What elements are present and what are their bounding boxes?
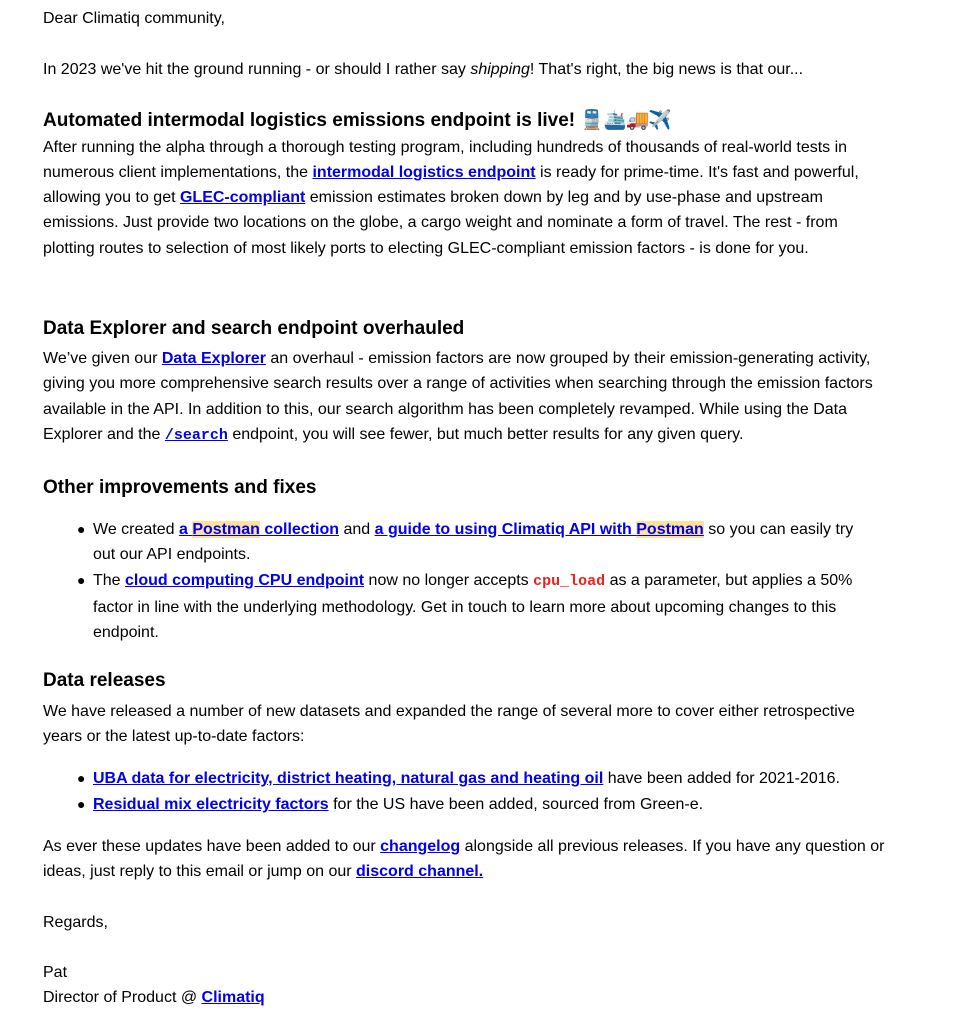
- link-text: collection: [259, 521, 340, 538]
- text: endpoint, you will see fewer, but much better results for any given query.: [227, 426, 744, 443]
- glec-compliant-link[interactable]: GLEC-compliant: [179, 189, 306, 206]
- text: Explorer and the: [43, 426, 165, 443]
- intro-text: In 2023 we've hit the ground running - or should I rather say: [43, 61, 471, 78]
- bullet2-line1: [93, 568, 852, 594]
- text: is ready for prime-time. It's fast and powerful,: [535, 164, 859, 181]
- text: As ever these updates have been added to our: [43, 838, 381, 855]
- intermodal-logistics-endpoint-link[interactable]: intermodal logistics endpoint: [312, 164, 536, 181]
- bullet2-line2: factor in line with the underlying methodology. Get in touch to learn more about upcoming changes to this: [93, 599, 837, 616]
- residual-mix-link[interactable]: Residual mix electricity factors: [93, 796, 329, 813]
- intro-emphasis: shipping: [470, 61, 530, 78]
- text: as a parameter, but applies a 50%: [605, 572, 853, 589]
- uba-data-link[interactable]: UBA data for electricity, district heating, natural gas and heating oil: [93, 770, 604, 787]
- text: numerous client implementations, the: [43, 164, 313, 181]
- climatiq-link[interactable]: Climatiq: [201, 989, 265, 1006]
- text: alongside all previous releases. If you have any question or: [460, 838, 885, 855]
- text: The: [93, 572, 126, 589]
- text: Director of Product @: [43, 989, 202, 1006]
- intro-text-end: ! That's right, the big news is that our...: [529, 61, 804, 78]
- postman-collection-link[interactable]: [179, 521, 339, 538]
- section2-line4: [43, 422, 743, 448]
- signature-title: [43, 985, 265, 1010]
- section1-line4: emissions. Just provide two locations on the globe, a cargo weight and nominate a form of travel. The rest - from: [43, 214, 838, 231]
- signature-name: Pat: [43, 964, 68, 981]
- bullet1-line2: out our API endpoints.: [93, 546, 251, 563]
- bullet2-line3: endpoint.: [93, 624, 159, 641]
- bullet-icon: ●: [77, 572, 86, 588]
- postman-guide-link[interactable]: [375, 521, 704, 538]
- data-explorer-link[interactable]: Data Explorer: [161, 350, 266, 367]
- closing-line2: [43, 859, 483, 884]
- text: so you can easily try: [703, 521, 854, 538]
- closing-line1: [43, 834, 884, 859]
- section4-line1: We have released a number of new datasets and expanded the range of several more to cover either retrospective: [43, 703, 855, 720]
- link-text: a: [178, 521, 193, 538]
- discord-channel-link[interactable]: discord channel.: [356, 863, 484, 880]
- bullet-icon: ●: [77, 796, 86, 812]
- text: now no longer accepts: [364, 572, 534, 589]
- section2-line3: available in the API. In addition to this, our search algorithm has been completely revamped. While using the Data: [43, 401, 848, 418]
- section1-line2: [43, 160, 859, 185]
- cloud-computing-cpu-endpoint-link[interactable]: cloud computing CPU endpoint: [125, 572, 365, 589]
- bullet1-line1: [93, 517, 853, 542]
- section1-line1: After running the alpha through a thorough testing program, including hundreds of thousands of real-world tests in: [43, 139, 848, 156]
- heading-data-releases: Data releases: [43, 670, 166, 691]
- section2-line2: giving you more comprehensive search results over a range of activities when searching through the emission factors: [43, 375, 873, 392]
- heading-other-improvements: Other improvements and fixes: [43, 477, 317, 498]
- text: and: [339, 521, 375, 538]
- section4-line2: years or the latest up-to-date factors:: [43, 728, 305, 745]
- heading-data-explorer: Data Explorer and search endpoint overhauled: [43, 318, 465, 339]
- bullet-icon: ●: [77, 521, 86, 537]
- cpu-load-code: cpu_load: [533, 573, 606, 590]
- text: have been added for 2021-2016.: [603, 770, 840, 787]
- heading-intermodal-text: Automated intermodal logistics emissions endpoint is live!: [43, 110, 576, 131]
- text: allowing you to get: [43, 189, 180, 206]
- bullet-icon: ●: [77, 770, 86, 786]
- text: for the US have been added, sourced from Green-e.: [328, 796, 704, 813]
- text: ideas, just reply to this email or jump on our: [43, 863, 357, 880]
- section1-line3: [43, 185, 823, 210]
- link-text: a guide to using Climatiq API with: [374, 521, 637, 538]
- data-release-2: [93, 792, 703, 817]
- highlight: Postman: [192, 521, 260, 538]
- text: emission estimates broken down by leg and by use-phase and upstream: [305, 189, 823, 206]
- regards: Regards,: [43, 914, 108, 931]
- data-release-1: [93, 766, 840, 791]
- section2-line1: [43, 346, 870, 371]
- greeting: Dear Climatiq community,: [43, 10, 225, 27]
- section1-line5: plotting routes to selection of most likely ports to electing GLEC-compliant emission factors - is done for you.: [43, 240, 809, 257]
- heading-intermodal: [43, 108, 671, 133]
- transport-emoji-icons: 🚆🛳️🚚✈️: [580, 110, 672, 131]
- search-endpoint-link[interactable]: /search: [164, 427, 228, 444]
- highlight: Postman: [636, 521, 704, 538]
- intro-paragraph: [43, 57, 803, 82]
- text: We created: [93, 521, 179, 538]
- changelog-link[interactable]: changelog: [380, 838, 461, 855]
- text: an overhaul - emission factors are now grouped by their emission-generating activity,: [265, 350, 871, 367]
- text: We’ve given our: [43, 350, 162, 367]
